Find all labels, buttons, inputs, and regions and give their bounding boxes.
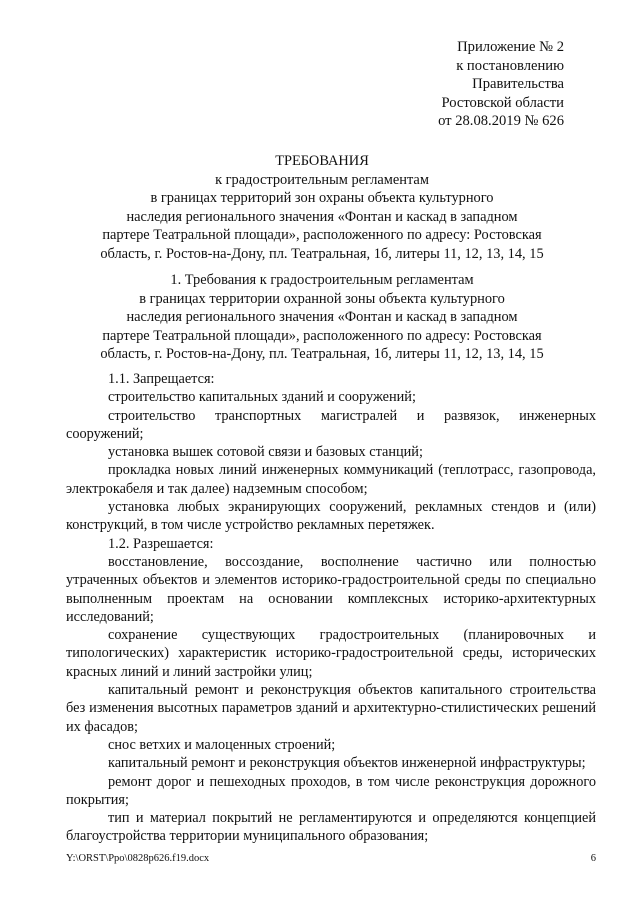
paragraph: установка вышек сотовой связи и базовых станций; (108, 444, 423, 461)
body-text (66, 370, 596, 846)
paragraph: тип и материал покрытий не регламентируются и определяются концепцией благоустройства территории муниципального образования; (66, 810, 596, 845)
paragraph: снос ветхих и малоценных строений; (108, 736, 336, 753)
paragraph: прокладка новых линий инженерных коммуникаций (теплотрасс, газопровода, электрокабеля и так далее) надземным способом; (66, 462, 596, 497)
document-title (96, 152, 548, 263)
section-heading-line: 1. Требования к градостроительным регламентам (170, 272, 474, 288)
appendix-line: Приложение № 2 (457, 39, 564, 55)
paragraph: восстановление, воссоздание, восполнение частично или полностью утраченных объектов и элементов историко-градостроительной среды по специально выполненным проектам на основании комплексных историко-архитектурных исследований; (66, 553, 596, 625)
paragraph: установка любых экранирующих сооружений, рекламных стендов и (или) конструкций, в том числе устройство рекламных перетяжек. (66, 499, 596, 534)
section-heading-line: в границах территории охранной зоны объекта культурного (139, 290, 505, 307)
section-heading-line: партере Театральной площади», расположенного по адресу: Ростовская (102, 327, 542, 344)
appendix-line: от 28.08.2019 № 626 (438, 113, 564, 129)
paragraph: строительство транспортных магистралей и развязок, инженерных сооружений; (66, 407, 596, 442)
section-1-heading (96, 271, 548, 364)
paragraph: ремонт дорог и пешеходных проходов, в том числе реконструкция дорожного покрытия; (66, 773, 596, 808)
appendix-line: Ростовской области (441, 94, 564, 111)
subsection-heading: 1.1. Запрещается: (108, 371, 215, 387)
title-line: область, г. Ростов-на-Дону, пл. Театральная, 1б, литеры 11, 12, 13, 14, 15 (100, 245, 544, 262)
subsection-heading: 1.2. Разрешается: (108, 535, 214, 552)
paragraph: капитальный ремонт и реконструкция объектов капитального строительства без изменения высотных параметров зданий и архитектурно-стилистических решений их фасадов; (66, 682, 596, 735)
paragraph: строительство капитальных зданий и сооружений; (108, 389, 416, 406)
paragraph: сохранение существующих градостроительных (планировочных и типологических) характеристик историко-градостроительной среды, исторических красных линий и линий застройки улиц; (66, 627, 596, 680)
file-path: Y:\ORST\Ppo\0828p626.f19.docx (66, 853, 210, 864)
title-line: в границах территорий зон охраны объекта культурного (150, 190, 494, 206)
title-heading: ТРЕБОВАНИЯ (275, 153, 369, 169)
appendix-line: Правительства (472, 76, 564, 92)
appendix-line: к постановлению (456, 57, 564, 74)
title-line: наследия регионального значения «Фонтан и каскад в западном (126, 208, 518, 225)
appendix-header (438, 38, 564, 131)
paragraph: капитальный ремонт и реконструкция объектов инженерной инфраструктуры; (108, 755, 586, 772)
page-number: 6 (590, 853, 596, 864)
title-line: к градостроительным регламентам (215, 171, 429, 188)
section-heading-line: область, г. Ростов-на-Дону, пл. Театральная, 1б, литеры 11, 12, 13, 14, 15 (100, 346, 544, 362)
title-line: партере Театральной площади», расположенного по адресу: Ростовская (102, 227, 542, 243)
section-heading-line: наследия регионального значения «Фонтан и каскад в западном (126, 309, 518, 325)
